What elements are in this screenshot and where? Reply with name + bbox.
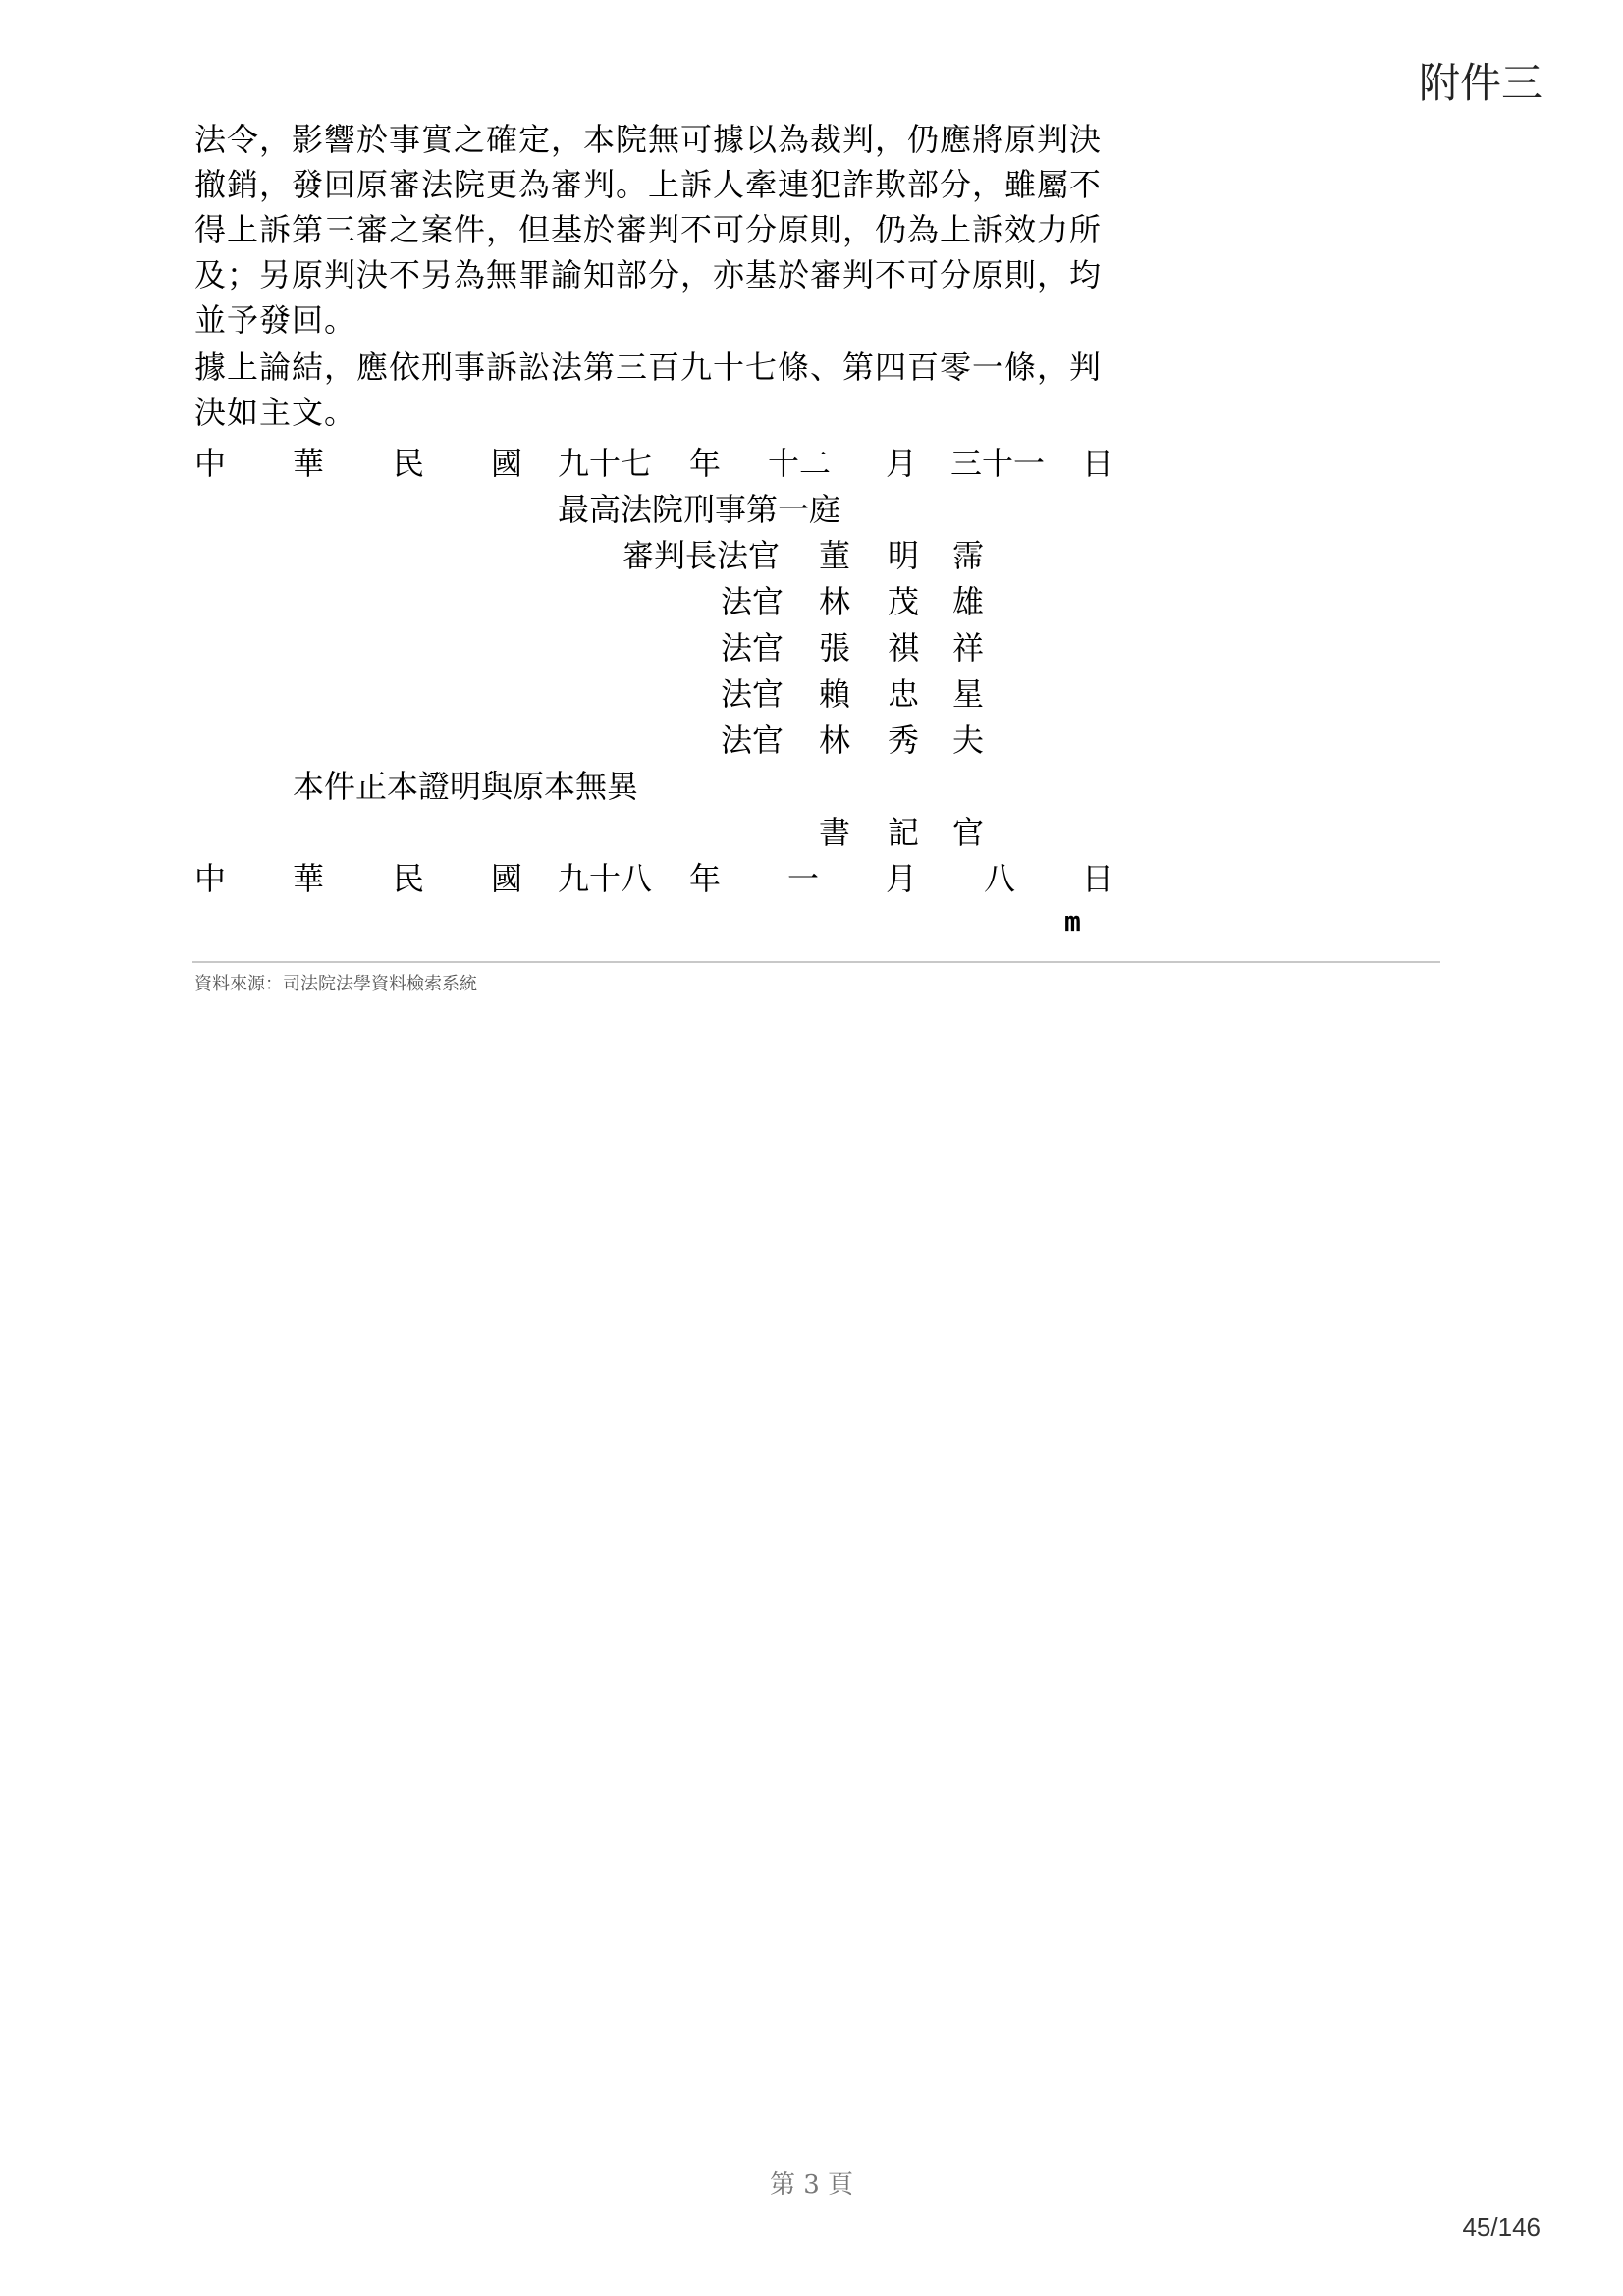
divider [192,961,1440,963]
date-char-1: 中 [194,445,227,482]
date-year-unit: 年 [689,445,722,482]
date-year-unit: 年 [689,860,722,897]
date-year: 九十八 [558,860,653,897]
judge-row-3 [0,623,1623,668]
judgment-date-row [194,439,1117,484]
judge-title: 法官 [721,583,784,620]
judge-name-char: 雄 [952,583,985,620]
judge-title: 法官 [721,721,784,759]
date-char-1: 中 [194,860,227,897]
court-name: 最高法院刑事第一庭 [558,491,841,528]
date-month: 十二 [768,445,832,482]
judge-name-char: 董 [819,537,851,574]
date-char-3: 民 [393,860,425,897]
date-year: 九十七 [558,445,653,482]
clerk-row [0,808,1623,853]
date-month: 一 [787,860,820,897]
margin-mark: m [1064,905,1081,937]
judge-title: 法官 [721,675,784,713]
date-month-unit: 月 [886,860,918,897]
judge-row-5 [0,716,1623,761]
certification-text: 本件正本證明與原本無異 [293,768,639,805]
judge-name-char: 林 [819,583,851,620]
judge-title: 法官 [721,629,784,667]
date-char-2: 華 [293,860,325,897]
judge-row-2 [0,577,1623,622]
clerk-char: 書 [819,814,851,851]
date-char-3: 民 [393,445,425,482]
judge-name-char: 林 [819,721,851,759]
source-note: 資料來源：司法院法學資料檢索系統 [194,974,477,994]
page-number: 第 3 頁 [769,2170,854,2200]
body-line-2: 撤銷，發回原審法院更為審判。上訴人牽連犯詐欺部分，雖屬不 [194,166,1103,203]
date-day: 三十一 [950,445,1046,482]
judge-name-char: 夫 [952,721,985,759]
judge-name-char: 茂 [888,583,920,620]
judge-name-char: 祺 [888,629,920,667]
judge-name-char: 明 [888,537,920,574]
body-line-5: 並予發回。 [194,301,357,339]
date-day-unit: 日 [1082,445,1114,482]
body-line-1: 法令，影響於事實之確定，本院無可據以為裁判，仍應將原判決 [194,121,1103,158]
clerk-char: 官 [952,814,985,851]
body-line-3: 得上訴第三審之案件，但基於審判不可分原則，仍為上訴效力所 [194,211,1103,248]
copy-date-row [194,854,1117,899]
judge-name-char: 賴 [819,675,851,713]
date-char-2: 華 [293,445,325,482]
judge-name-char: 祥 [952,629,985,667]
date-day: 八 [984,860,1016,897]
judge-row-4 [0,669,1623,715]
annex-label: 附件三 [1418,59,1542,107]
judge-name-char: 秀 [888,721,920,759]
clerk-char: 記 [888,814,920,851]
judge-row-1 [0,531,1623,576]
judge-title: 審判長法官 [622,537,781,574]
page-counter: 45/146 [1462,2213,1541,2242]
date-char-4: 國 [491,445,523,482]
judge-name-char: 星 [952,675,985,713]
judge-name-char: 霈 [952,537,985,574]
body-line-7: 決如主文。 [194,394,357,431]
date-month-unit: 月 [886,445,918,482]
date-day-unit: 日 [1082,860,1114,897]
body-line-4: 及；另原判決不另為無罪諭知部分，亦基於審判不可分原則，均 [194,256,1103,294]
date-char-4: 國 [491,860,523,897]
body-line-6: 據上論結，應依刑事訴訟法第三百九十七條、第四百零一條，判 [194,348,1103,386]
judge-name-char: 張 [819,629,851,667]
judge-name-char: 忠 [888,675,920,713]
